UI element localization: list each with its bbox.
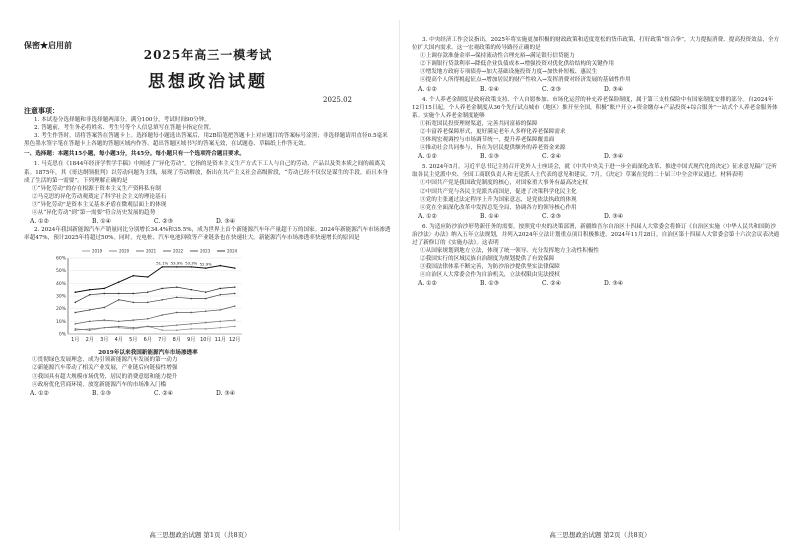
data-point xyxy=(190,328,192,330)
data-point xyxy=(74,323,76,325)
y-tick-label: 20% xyxy=(55,307,66,313)
data-label: 52.9% xyxy=(199,261,212,267)
option-c: C. ②④ xyxy=(154,389,173,397)
notes-heading: 注意事项： xyxy=(24,106,59,115)
option-b: B. ①④ xyxy=(92,218,111,226)
data-point xyxy=(234,268,236,270)
option-d: D. ③④ xyxy=(604,280,624,288)
option-c: C. ②③ xyxy=(542,85,561,93)
data-point xyxy=(89,321,91,323)
data-point xyxy=(118,299,120,301)
question-stem: 6. 为适应防沙治沙形势新任务的需要，按照党中央的决策部署，新疆维吾尔自治区十四届人大常委会将修订《自治区实施〈中华人民共和国防沙治沙法〉办法》纳入五年立法规划，并列入2024年立法计划重点项目积极推进。2024年11月28日，自治区第十四届人大常委会第十六次会议表决通过了新修订的《实施办法》。这表明 xyxy=(412,223,780,246)
line-chart-svg xyxy=(48,246,248,346)
option-b: B. ①④ xyxy=(480,212,499,220)
option-a: A. ①② xyxy=(418,85,437,93)
data-point xyxy=(234,320,236,322)
legend-label: 2023 xyxy=(200,248,211,254)
statement: ④推动社会共同参与，旨在为居民提供额外的养老资金来源 xyxy=(420,145,566,152)
note-item: 3. 考生作答时，请将答案答在答题卡上。选择题每小题选出答案后，用2B铅笔把答题卡上对应题目的答案标号涂黑；非选择题请用直径0.5毫米黑色墨水签字笔在答题卡上各题的答题区域内作答。超出答题区域书写的答案无效，在试题卷、草稿纸上作答无效。 xyxy=(24,133,388,148)
data-label: 53.3% xyxy=(185,260,198,266)
answer-options xyxy=(412,212,780,221)
x-tick-label: 10月 xyxy=(200,337,212,344)
statement: ③“异化劳动”是资本主义基本矛盾在微观层面上的体现 xyxy=(32,201,167,208)
data-point xyxy=(219,288,221,290)
data-point xyxy=(89,309,91,311)
data-point xyxy=(118,293,120,295)
statement: ②中国共产党与各民主党派共商国是，促进了决策科学化民主化 xyxy=(420,188,577,195)
note-item: 1. 本试卷分选择题和非选择题两部分。满分100分，考试时间90分钟。 xyxy=(34,117,210,123)
y-tick-label: 60% xyxy=(55,256,66,262)
data-point xyxy=(161,315,163,317)
data-point xyxy=(103,327,105,329)
data-point xyxy=(132,302,134,304)
page-footer: 高三思想政治试题 第2页（共8页） xyxy=(549,531,651,539)
option-c: C. ②④ xyxy=(542,153,561,161)
data-point xyxy=(118,282,120,284)
chart-title: 2019年以来我国新能源汽车市场渗透率 xyxy=(98,350,198,357)
data-point xyxy=(176,297,178,299)
series-line-2022 xyxy=(75,294,235,313)
statement: ①拓宽国民投资理财渠道，完善共同富裕的保障 xyxy=(420,120,538,127)
option-c: C. ②③ xyxy=(154,218,173,226)
page-2 xyxy=(400,0,800,551)
data-point xyxy=(234,306,236,308)
data-point xyxy=(74,302,76,304)
data-point xyxy=(132,327,134,329)
option-d: D. ③④ xyxy=(604,85,624,93)
statement: ④提高个人所得税起征点→增加居民的财产性收入→发挥消费对经济发展的基础性作用 xyxy=(420,77,631,84)
statement: ①从国家规划到地方立法，体现了统一领导、充分发挥地方主动性积极性 xyxy=(420,248,600,255)
statement: ②丰富养老保障形式，更好满足老年人多样化养老保障需求 xyxy=(420,128,566,135)
data-point xyxy=(205,311,207,313)
data-label: 53.9% xyxy=(170,260,183,266)
statement: ①“异化劳动”的存在根源于资本主义生产资料私有制 xyxy=(32,185,161,192)
data-point xyxy=(219,327,221,329)
page-footer: 高三思想政治试题 第1页（共8页） xyxy=(149,531,251,539)
option-c: C. ②③ xyxy=(542,212,561,220)
legend-label: 2024 xyxy=(227,248,238,254)
data-point xyxy=(147,292,149,294)
data-point xyxy=(161,299,163,301)
data-point xyxy=(219,309,221,311)
x-tick-label: 1月 xyxy=(71,337,80,344)
option-b: B. ①③ xyxy=(480,153,499,161)
statement: ②马克思的异化劳动观奠定了科学社会主义的理论基石 xyxy=(32,193,167,200)
option-b: B. ①③ xyxy=(92,389,111,397)
statement: ④党在全面深化改革中发挥总览全局、协调各方的领导核心作用 xyxy=(420,204,577,211)
data-point xyxy=(89,289,91,291)
data-point xyxy=(205,328,207,330)
data-point xyxy=(147,318,149,320)
option-b: B. ①④ xyxy=(480,85,499,93)
data-point xyxy=(161,326,163,328)
series-line-2023 xyxy=(75,287,235,302)
statement: ①上调存款准备金率→保持流动性合理充裕→满足银行信贷能力 xyxy=(420,53,575,60)
data-point xyxy=(205,268,207,270)
legend-label: 2022 xyxy=(173,248,184,254)
data-point xyxy=(74,328,76,330)
x-tick-label: 11月 xyxy=(214,337,226,344)
data-point xyxy=(219,265,221,267)
x-tick-label: 7月 xyxy=(158,337,167,344)
legend-label: 2020 xyxy=(119,248,130,254)
option-a: A. ①② xyxy=(418,280,437,288)
data-point xyxy=(190,289,192,291)
x-tick-label: 6月 xyxy=(143,337,152,344)
question-stem: 3. 中央经济工作会议指出，2025年将实施更加积极的财政政策和适度宽松的货币政策，打好政策“组合拳”，大力提振消费、提高投资效益，全方位扩大国内需求。这一宏观政策的传导路径正确的是 xyxy=(412,37,780,52)
option-d: D. ③④ xyxy=(216,218,236,226)
data-point xyxy=(190,323,192,325)
question-stem: 5. 2024年5月，习近平总书记主持召开党外人士座谈会，就《中共中央关于进一步全面深化改革、推进中国式现代化的决定》征求意见稿广泛听取各民主党派中央、全国工商联负责人和无党派人士代表的意见和建议。7月，《决定》草案在党的二十届三中全会审议通过。材料表明 xyxy=(412,164,777,179)
data-point xyxy=(205,322,207,324)
x-tick-label: 3月 xyxy=(100,337,109,344)
series-line-2024 xyxy=(75,266,235,293)
data-label: 51.1% xyxy=(156,260,169,266)
data-point xyxy=(190,312,192,314)
data-point xyxy=(190,298,192,300)
data-point xyxy=(161,288,163,290)
data-point xyxy=(74,312,76,314)
x-tick-label: 12月 xyxy=(229,337,241,344)
y-tick-label: 10% xyxy=(55,320,66,326)
statement: ④从“异化劳动”到“第一需要”符合历史发展的趋势 xyxy=(32,210,156,217)
option-a: A. ①② xyxy=(30,218,49,226)
data-point xyxy=(89,294,91,296)
data-point xyxy=(103,307,105,309)
note-item: 2. 答题前，考生务必将姓名、考生号等个人信息填写在答题卡指定位置。 xyxy=(34,125,215,132)
statement: ④政府优化营商环境，放宽新能源汽车的市场准入门槛 xyxy=(32,381,167,388)
answer-options xyxy=(24,389,392,398)
data-point xyxy=(118,326,120,328)
legend-label: 2021 xyxy=(146,248,157,254)
data-point xyxy=(176,266,178,268)
section-heading: 一、选择题：本题共15小题，每小题3分，共45分。每小题只有一个选项符合题目要求。 xyxy=(24,151,245,158)
option-b: B. ①③ xyxy=(480,280,499,288)
data-point xyxy=(219,294,221,296)
data-point xyxy=(147,277,149,279)
x-tick-label: 4月 xyxy=(114,337,123,344)
data-point xyxy=(161,266,163,268)
question-stem: 4. 个人养老金制度是政府政策支持、个人自愿参加、市场化运营的补充养老保险制度，属于第三支柱保险中有国家制度安排的部分。自2024年12月15日起，个人养老金制度从36个先行试点城市（地区）推开至全国，积极“账户开立+资金缴存+产品投资+综合服务”一站式个人养老金服务体系。实施个人养老金制度能够 xyxy=(412,96,778,119)
statement: ②我国实行的区域民族自治制度为规划提供了有效保障 xyxy=(420,256,555,263)
statement: ②新能源汽车带动了相关产业发展，产业链后向链接性增强 xyxy=(32,365,178,372)
answer-options xyxy=(412,279,780,288)
y-tick-label: 0% xyxy=(58,332,66,338)
data-point xyxy=(103,320,105,322)
y-tick-label: 50% xyxy=(55,269,66,275)
option-c: C. ②④ xyxy=(542,280,561,288)
exam-title: 2025年高三一模考试 xyxy=(143,48,273,62)
penetration-chart xyxy=(48,246,248,346)
data-point xyxy=(147,326,149,328)
exam-date: 2025.02 xyxy=(323,96,352,104)
option-d: D. ③④ xyxy=(216,389,236,397)
data-point xyxy=(176,287,178,289)
x-tick-label: 2月 xyxy=(85,337,94,344)
answer-options xyxy=(24,217,392,226)
data-point xyxy=(176,325,178,327)
statement: ③增发地方政府专项债券→加大基础设施投资力度→加快补短板、惠民生 xyxy=(420,69,598,76)
question-stem: 2. 2024年我国新能源汽车产销量同比分别增长34.4%和35.5%，成为世界上首个新能源汽车年产量超千万的国家。2024年新能源汽车市场渗透率超47%，预计2025年将超过50%。同时，充电桩、汽车电池回收等产业链条也在快速壮大。新能源汽车市场渗透率快速增长的原因是 xyxy=(24,227,391,242)
data-point xyxy=(176,312,178,314)
legend-label: 2019 xyxy=(92,248,103,254)
data-point xyxy=(234,326,236,328)
statement: ①中国共产党是我国政党制度的核心，对国家重大事务有最高决定权 xyxy=(420,180,588,187)
data-point xyxy=(118,321,120,323)
data-point xyxy=(205,298,207,300)
data-point xyxy=(132,275,134,277)
data-point xyxy=(190,266,192,268)
option-a: A. ①② xyxy=(30,389,49,397)
option-d: D. ③④ xyxy=(604,212,624,220)
data-point xyxy=(219,321,221,323)
option-d: D. ③④ xyxy=(604,153,624,161)
answer-options xyxy=(412,152,780,161)
question-stem: 1. 马克思在《1844年经济学哲学手稿》中阐述了“异化劳动”，它指的是资本主义生产方式下工人与自己的劳动、产品以及类本质之间的疏离关系。1875年，其《哥达纲领批判》以劳动问题为主线，展现了劳动解放，指出在共产主义社会高级阶段，“劳动已经不仅仅是谋生的手段，而且本身成了生活的第一需要”。下列理解正确的是 xyxy=(24,161,388,184)
data-point xyxy=(74,292,76,294)
data-point xyxy=(89,330,91,332)
x-tick-label: 5月 xyxy=(129,337,138,344)
confidential-label: 保密★启用前 xyxy=(24,40,72,50)
data-point xyxy=(234,287,236,289)
option-a: A. ①② xyxy=(418,212,437,220)
answer-options xyxy=(412,85,780,94)
statement: ③党的主张通过法定程序上升为国家意志，是党依法执政的体现 xyxy=(420,196,577,203)
statement: ②下调银行贷款利率→降低企业负债成本→增强投资对优化供给结构的关键作用 xyxy=(420,61,614,68)
data-point xyxy=(132,293,134,295)
statement: ①贯彻绿色发展理念，成为引领新能源汽车发展的第一动力 xyxy=(32,357,178,364)
data-point xyxy=(103,293,105,295)
data-point xyxy=(234,293,236,295)
x-tick-label: 8月 xyxy=(172,337,181,344)
data-point xyxy=(176,330,178,332)
data-point xyxy=(161,330,163,332)
data-point xyxy=(103,288,105,290)
statement: ③我国具有超大规模市场优势，居民的消费意愿和能力提升 xyxy=(32,373,178,380)
data-point xyxy=(132,320,134,322)
statement: ③我国法律体系不断完善，为防沙治沙提供坚实法律保障 xyxy=(420,264,560,271)
data-point xyxy=(147,302,149,304)
x-tick-label: 9月 xyxy=(187,337,196,344)
statement: ③体现宏观调控与市场调节统一，提升养老保障覆盖面 xyxy=(420,137,555,144)
y-tick-label: 40% xyxy=(55,282,66,288)
option-a: A. ①② xyxy=(418,153,437,161)
y-tick-label: 30% xyxy=(55,294,66,300)
statement: ④自治区人大常委会作为自治机关，立法权限由宪法授权 xyxy=(420,272,560,279)
data-point xyxy=(205,292,207,294)
subject-title: 思想政治试题 xyxy=(148,72,268,92)
